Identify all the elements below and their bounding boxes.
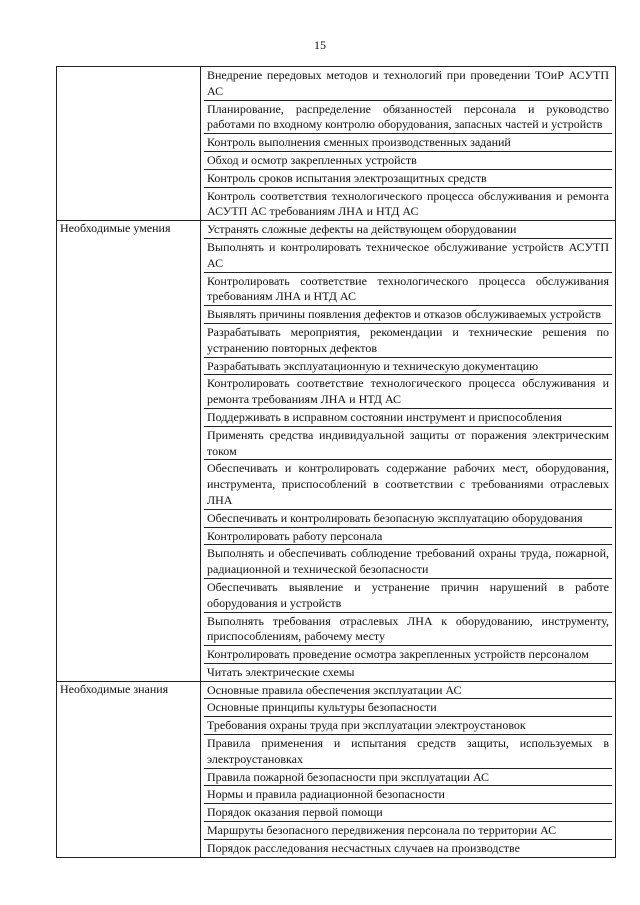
list-item: Выявлять причины появления дефектов и отказов обслуживаемых устройств bbox=[204, 306, 612, 324]
list-item: Устранять сложные дефекты на действующем оборудовании bbox=[204, 221, 612, 239]
list-item: Поддерживать в исправном состоянии инструмент и приспособления bbox=[204, 409, 612, 427]
list-item: Требования охраны труда при эксплуатации электроустановок bbox=[204, 717, 612, 735]
list-item: Разрабатывать мероприятия, рекомендации и технические решения по устранению повторных дефектов bbox=[204, 324, 612, 358]
list-item: Нормы и правила радиационной безопасности bbox=[204, 786, 612, 804]
list-item: Выполнять требования отраслевых ЛНА к оборудованию, инструменту, приспособлениям, рабочему месту bbox=[204, 613, 612, 647]
requirements-table bbox=[56, 66, 616, 858]
list-item: Планирование, распределение обязанностей персонала и руководство работами по входному контролю оборудования, запасных частей и устройств bbox=[204, 101, 612, 135]
list-item: Контролировать соответствие технологического процесса обслуживания требованиям ЛНА и НТД АС bbox=[204, 273, 612, 307]
list-item: Основные правила обеспечения эксплуатации АС bbox=[204, 682, 612, 700]
row-items bbox=[201, 681, 616, 857]
row-label bbox=[57, 67, 201, 221]
row-label: Необходимые знания bbox=[57, 681, 201, 857]
list-item: Обеспечивать выявление и устранение причин нарушений в работе оборудования и устройств bbox=[204, 579, 612, 613]
list-item: Правила пожарной безопасности при эксплуатации АС bbox=[204, 769, 612, 787]
list-item: Правила применения и испытания средств защиты, используемых в электроустановках bbox=[204, 735, 612, 769]
list-item: Выполнять и обеспечивать соблюдение требований охраны труда, пожарной, радиационной и технической безопасности bbox=[204, 545, 612, 579]
list-item: Внедрение передовых методов и технологий при проведении ТОиР АСУТП АС bbox=[204, 67, 612, 101]
row-items bbox=[201, 67, 616, 221]
list-item: Основные принципы культуры безопасности bbox=[204, 699, 612, 717]
row-label: Необходимые умения bbox=[57, 221, 201, 682]
list-item: Порядок расследования несчастных случаев на производстве bbox=[207, 840, 520, 855]
list-item: Контроль сроков испытания электрозащитных средств bbox=[204, 170, 612, 188]
table-row bbox=[57, 221, 616, 682]
list-item: Обеспечивать и контролировать безопасную эксплуатацию оборудования bbox=[204, 510, 612, 528]
list-item: Обеспечивать и контролировать содержание рабочих мест, оборудования, инструмента, приспособлений в соответствии с требованиями отраслевых ЛНА bbox=[204, 460, 612, 509]
table-body bbox=[57, 67, 616, 858]
table-row bbox=[57, 67, 616, 221]
list-item: Контроль соответствия технологического процесса обслуживания и ремонта АСУТП АС требованиям ЛНА и НТД АС bbox=[207, 188, 609, 219]
list-item: Контролировать проведение осмотра закрепленных устройств персоналом bbox=[204, 646, 612, 664]
list-item: Контролировать соответствие технологического процесса обслуживания и ремонта требованиям ЛНА и НТД АС bbox=[204, 375, 612, 409]
list-item: Порядок оказания первой помощи bbox=[204, 804, 612, 822]
list-item: Маршруты безопасного передвижения персонала по территории АС bbox=[204, 822, 612, 840]
page-number: 15 bbox=[314, 38, 326, 52]
list-item: Выполнять и контролировать техническое обслуживание устройств АСУТП АС bbox=[204, 239, 612, 273]
row-items bbox=[201, 221, 616, 682]
list-item: Контроль выполнения сменных производственных заданий bbox=[204, 134, 612, 152]
list-item: Контролировать работу персонала bbox=[204, 528, 612, 546]
list-item: Читать электрические схемы bbox=[207, 664, 355, 679]
list-item: Применять средства индивидуальной защиты от поражения электрическим током bbox=[204, 427, 612, 461]
table-row bbox=[57, 681, 616, 857]
list-item: Обход и осмотр закрепленных устройств bbox=[204, 152, 612, 170]
list-item: Разрабатывать эксплуатационную и техническую документацию bbox=[204, 358, 612, 376]
